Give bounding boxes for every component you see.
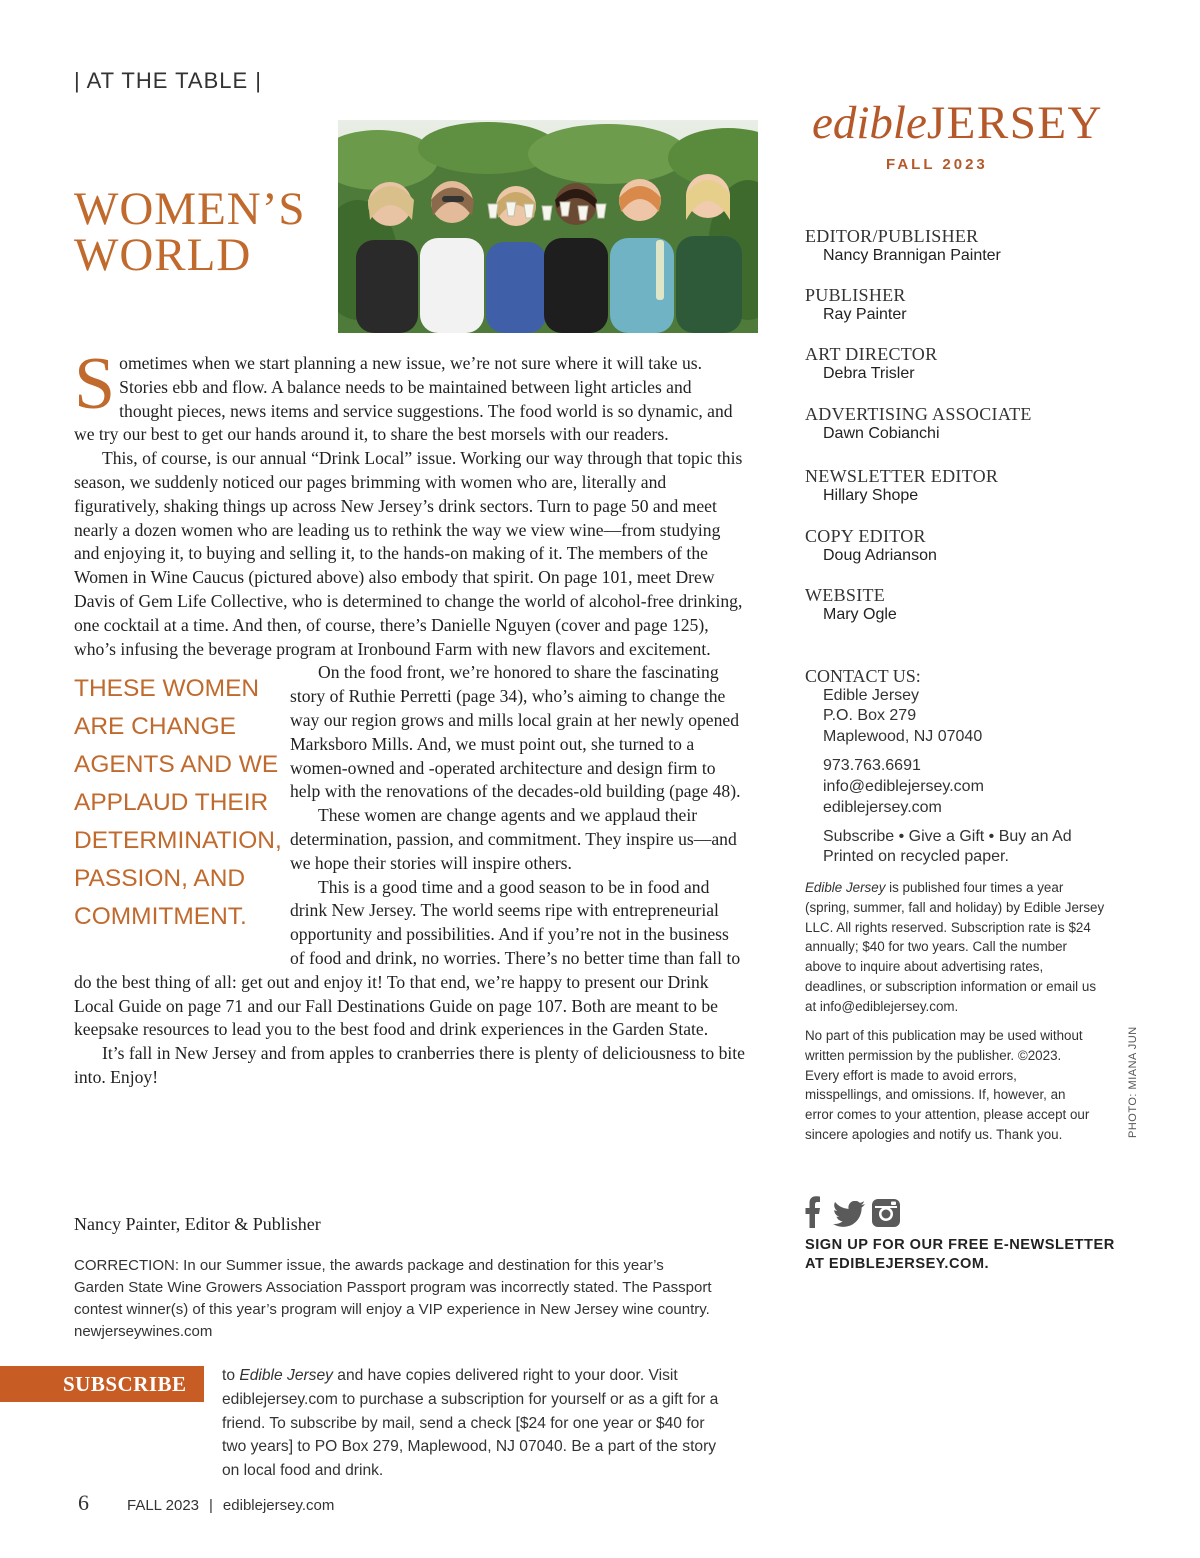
- issue-tag: FALL 2023: [886, 156, 988, 173]
- contact-heading: CONTACT US:: [805, 666, 921, 686]
- recycled-note: Printed on recycled paper.: [823, 848, 1009, 865]
- paragraph: This, of course, is our annual “Drink Local” issue. Working our way through that topic this season, we suddenly noticed our pages brimming with women who are, literally and figuratively, shaking things up across New Jersey’s drink sectors. Turn to page 50 and meet nearly a dozen women who are leading us to rethink the way we view wine—from studying and enjoying it, to buying and selling it, to the hands-on making of it. The members of the Women in Wine Caucus (pictured above) also embody that spirit. On page 101, meet Drew Davis of Gem Life Collective, who is determined to change the world of alcohol-free drinking, one cocktail at a time. And then, of course, there’s Danielle Nguyen (cover and page 125), who’s infusing the beverage program at Ironbound Farm with new flavors and excitement.: [74, 447, 746, 661]
- paragraph: This is a good time and a good season to be in food and drink New Jersey. The world seems ripe with entrepreneurial opportunity and possibilities. And if you’re not in the business of food and drink, no worries. There’s no better time than fall to do the best thing of all: get out and enjoy it! To that end, we’re happy to present our Drink Local Guide on page 71 and our Fall Destinations Guide on page 107. Both are meant to be keepsake resources to lead you to the best food and drink experiences in the Garden State.: [74, 876, 741, 1040]
- paragraph: ometimes when we start planning a new issue, we’re not sure where it will take us. Stories ebb and flow. A balance needs to be maintained between light articles and thought pieces, news items and service suggestions. The food world is so dynamic, and we try our best to get our hands around it, to share the best morsels with our readers.: [74, 353, 733, 445]
- staff-role: EDITOR/PUBLISHER: [805, 226, 979, 246]
- section-label: | AT THE TABLE |: [74, 68, 263, 93]
- staff-name: Doug Adrianson: [823, 547, 937, 564]
- contact-links[interactable]: Subscribe • Give a Gift • Buy an Ad: [823, 828, 1072, 845]
- twitter-icon[interactable]: [833, 1201, 865, 1227]
- copyright-notice: No part of this publication may be used without written permission by the publisher. ©2023. Every effort is made to avoid errors, misspellings, and omissions. If, however, an error comes to your attention, please accept our sincere apologies and notify us. Thank you.: [805, 1028, 1090, 1142]
- staff-role: WEBSITE: [805, 585, 886, 605]
- logo: edibleJERSEY: [812, 97, 1103, 149]
- staff-name: Dawn Cobianchi: [823, 425, 940, 442]
- staff-role: PUBLISHER: [805, 285, 906, 305]
- page-number: 6: [78, 1490, 89, 1515]
- magazine-name: Edible Jersey: [239, 1367, 333, 1384]
- paragraph: These women are change agents and we applaud their determination, passion, and commitment. They inspire us—and we hope their stories will inspire others.: [290, 805, 737, 873]
- facebook-icon[interactable]: [805, 1196, 821, 1228]
- staff-name: Mary Ogle: [823, 606, 897, 623]
- newsletter-signup[interactable]: SIGN UP FOR OUR FREE E-NEWSLETTER AT EDIBLEJERSEY.COM.: [805, 1237, 1115, 1272]
- staff-role: ADVERTISING ASSOCIATE: [805, 404, 1032, 424]
- subscribe-label: SUBSCRIBE: [63, 1372, 187, 1396]
- staff-role: ART DIRECTOR: [805, 344, 938, 364]
- drop-cap: S: [74, 343, 116, 425]
- contact-phone: 973.763.6691: [823, 757, 921, 774]
- footer-separator: |: [209, 1497, 213, 1514]
- staff-name: Nancy Brannigan Painter: [823, 247, 1001, 264]
- page-title: WOMEN’S WORLD: [74, 183, 306, 281]
- publication-info: Edible Jersey is published four times a year (spring, summer, fall and holiday) by Edible Jersey LLC. All rights reserved. Subscription rate is $24 annually; $40 for two years. Call the number above to inquire about advertising rates, deadlines, or subscription information or email us at info@ediblejersey.com.: [805, 880, 1105, 1014]
- contact-website[interactable]: ediblejersey.com: [823, 799, 942, 816]
- contact-city: Maplewood, NJ 07040: [823, 728, 983, 745]
- staff-name: Ray Painter: [823, 306, 907, 323]
- staff-role: COPY EDITOR: [805, 526, 926, 546]
- signature: Nancy Painter, Editor & Publisher: [74, 1214, 321, 1234]
- photo-credit: PHOTO: MIANA JUN: [1127, 1026, 1139, 1138]
- staff-name: Debra Trisler: [823, 365, 915, 382]
- correction-note: CORRECTION: In our Summer issue, the awards package and destination for this year’s Garden State Wine Growers Association Passport program was incorrectly stated. The Passport contest winner(s) of this year’s program will enjoy a VIP experience in New Jersey wine country. newjerseywines.com: [74, 1257, 712, 1340]
- vineyard-photo-illustration: [338, 120, 758, 333]
- pull-quote: THESE WOMEN ARE CHANGE AGENTS AND WE APPLAUD THEIR DETERMINATION, PASSION, AND COMMITMENT.: [74, 675, 282, 930]
- social-icons: [805, 1196, 915, 1230]
- footer-issue: FALL 2023: [127, 1497, 200, 1514]
- staff-role: NEWSLETTER EDITOR: [805, 466, 999, 486]
- footer-site: ediblejersey.com: [222, 1497, 335, 1514]
- page-footer: [78, 1490, 334, 1516]
- feature-photo: [338, 120, 758, 333]
- staff-name: Hillary Shope: [823, 487, 919, 504]
- paragraph: It’s fall in New Jersey and from apples to cranberries there is plenty of deliciousness to bite into. Enjoy!: [74, 1043, 745, 1087]
- instagram-icon[interactable]: [871, 1198, 901, 1228]
- contact-po-box: P.O. Box 279: [823, 707, 917, 724]
- paragraph: On the food front, we’re honored to share the fascinating story of Ruthie Perretti (page 34), who’s aiming to change the way our region grows and mills local grain at her newly opened Marksboro Mills. And, we must point out, she turned to a women-owned and -operated architecture and design firm to help with the renovations of the decades-old building (page 48).: [290, 662, 741, 802]
- contact-name: Edible Jersey: [823, 687, 920, 704]
- subscribe-text: to Edible Jersey and have copies delivered right to your door. Visit ediblejersey.com to purchase a subscription for yourself or as a gift for a friend. To subscribe by mail, send a check [$24 for one year or $40 for two years] to PO Box 279, Maplewood, NJ 07040. Be a part of the story on local food and drink.: [222, 1367, 719, 1480]
- contact-email[interactable]: info@ediblejersey.com: [823, 778, 984, 795]
